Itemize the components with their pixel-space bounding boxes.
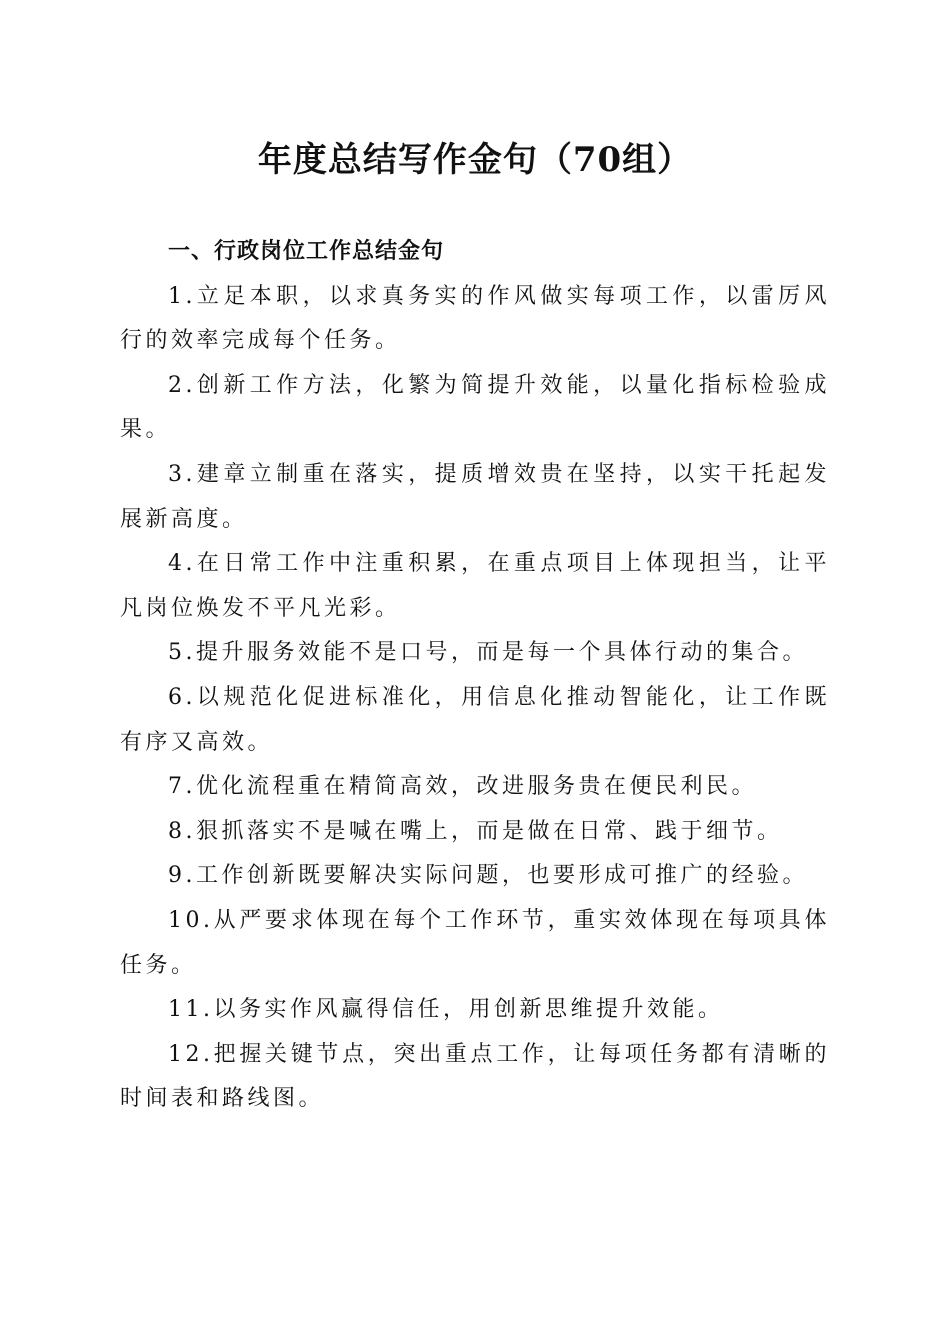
quote-item-8: 8.狠抓落实不是喊在嘴上，而是做在日常、践于细节。 — [168, 818, 783, 844]
section-heading: 一、行政岗位工作总结金句 — [168, 239, 445, 264]
quote-item-9: 9.工作创新既要解决实际问题，也要形成可推广的经验。 — [168, 863, 808, 889]
quote-item-3: 3.建章立制重在落实，提质增效贵在坚持，以实干托起发展新高度。 — [120, 461, 830, 532]
quote-item-12: 12.把握关键节点，突出重点工作，让每项任务都有清晰的时间表和路线图。 — [120, 1041, 830, 1112]
quote-item-7: 7.优化流程重在精简高效，改进服务贵在便民利民。 — [168, 774, 757, 800]
quote-item-2: 2.创新工作方法，化繁为简提升效能，以量化指标检验成果。 — [120, 372, 830, 443]
quote-item-1: 1.立足本职，以求真务实的作风做实每项工作，以雷厉风行的效率完成每个任务。 — [120, 283, 830, 354]
quote-item-10: 10.从严要求体现在每个工作环节，重实效体现在每项具体任务。 — [120, 907, 830, 978]
document-body — [120, 230, 830, 1122]
quote-item-4: 4.在日常工作中注重积累，在重点项目上体现担当，让平凡岗位焕发不平凡光彩。 — [120, 551, 830, 621]
quote-item-6: 6.以规范化促进标准化，用信息化推动智能化，让工作既有序又高效。 — [120, 684, 830, 755]
quote-item-11: 11.以务实作风赢得信任，用创新思维提升效能。 — [168, 997, 724, 1023]
document-title: 年度总结写作金句（70组） — [257, 140, 693, 180]
quote-item-5: 5.提升服务效能不是口号，而是每一个具体行动的集合。 — [168, 640, 808, 666]
